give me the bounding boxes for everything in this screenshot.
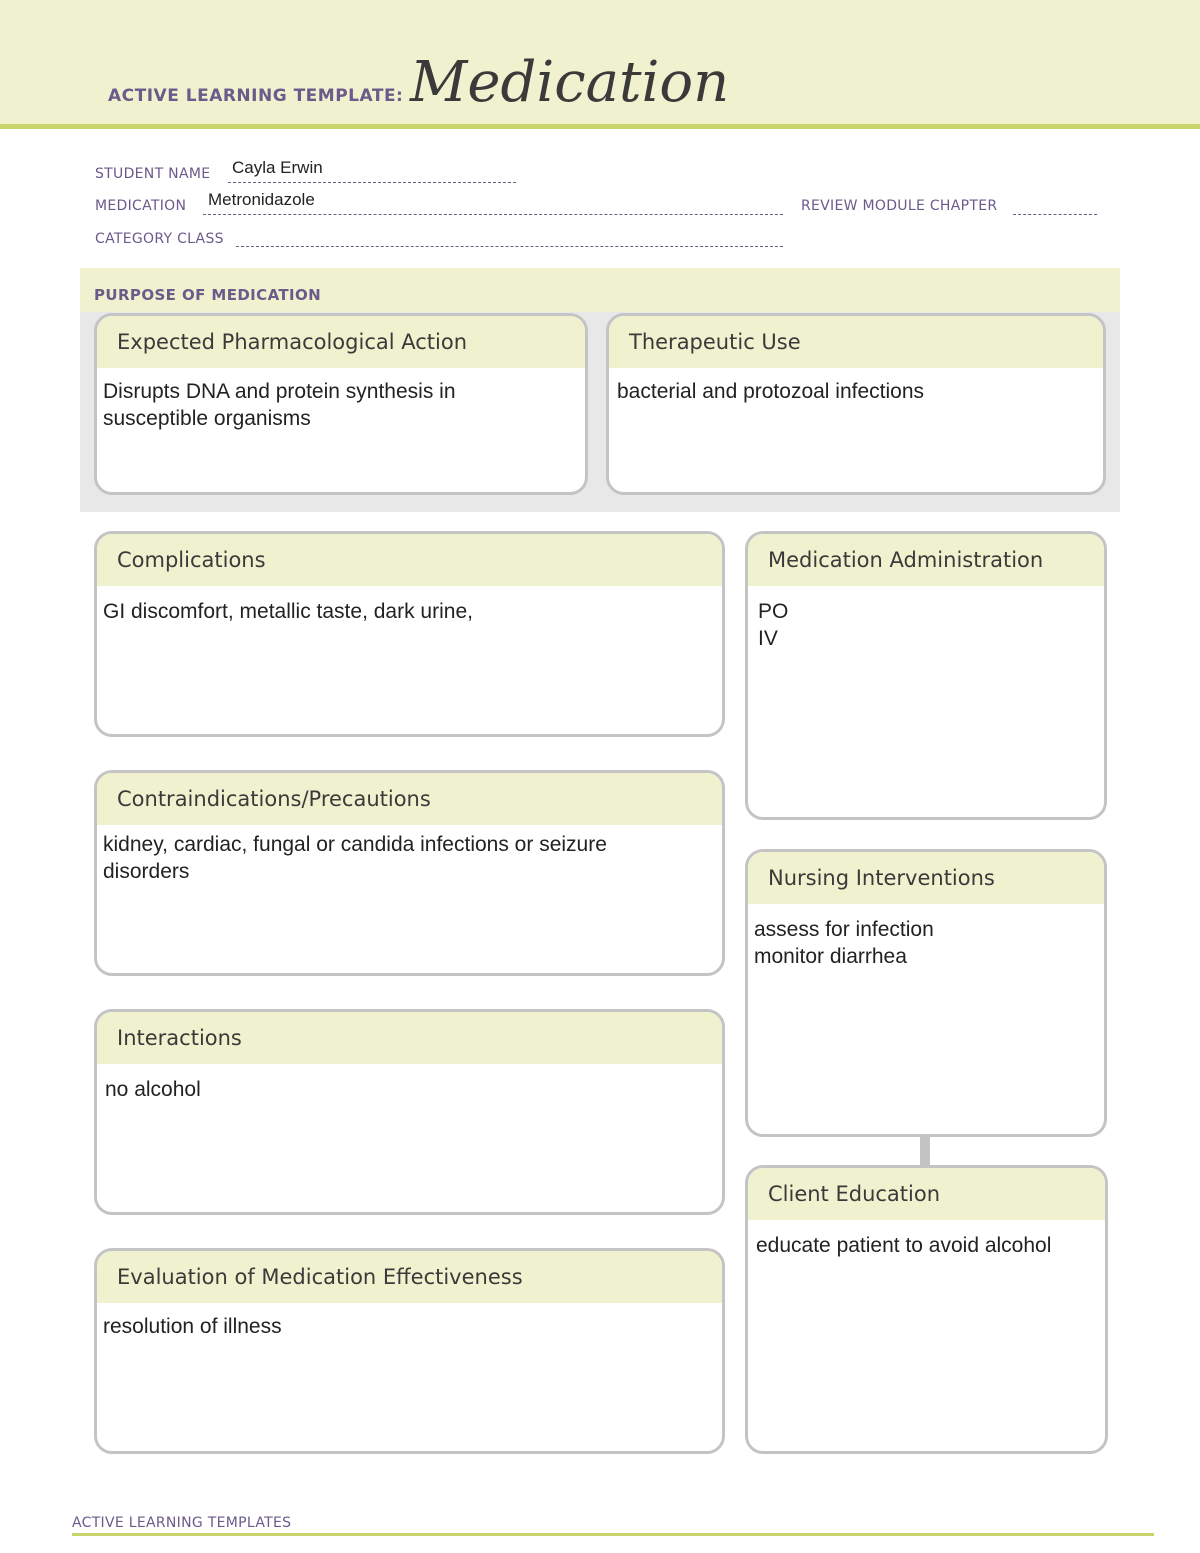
- client-education-body[interactable]: [748, 1220, 1105, 1259]
- complications-title: Complications: [97, 534, 722, 586]
- contraindications-title: Contraindications/Precautions: [97, 773, 722, 825]
- medication-administration-line: IV: [758, 627, 778, 650]
- medication-administration-title: Medication Administration: [748, 534, 1104, 586]
- medication-administration-body[interactable]: [748, 586, 1104, 652]
- evaluation-line: resolution of illness: [103, 1315, 282, 1338]
- student-name-line: [228, 182, 516, 183]
- evaluation-body[interactable]: [97, 1303, 722, 1340]
- student-name-value[interactable]: Cayla Erwin: [232, 158, 323, 177]
- interactions-line: no alcohol: [105, 1078, 201, 1101]
- nursing-interventions-body[interactable]: [748, 904, 1104, 970]
- therapeutic-use-title: Therapeutic Use: [609, 316, 1103, 368]
- client-education-card: [745, 1165, 1108, 1454]
- medication-line: [203, 214, 783, 215]
- evaluation-card: [94, 1248, 725, 1454]
- evaluation-title: Evaluation of Medication Effectiveness: [97, 1251, 722, 1303]
- review-module-label: REVIEW MODULE CHAPTER: [801, 198, 998, 214]
- complications-card: [94, 531, 725, 737]
- complications-body[interactable]: [97, 586, 722, 625]
- nursing-interventions-card: [745, 849, 1107, 1137]
- footer-rule: [72, 1533, 1154, 1536]
- student-name-label: STUDENT NAME: [95, 166, 211, 182]
- medication-value[interactable]: Metronidazole: [208, 190, 315, 209]
- complications-line: GI discomfort, metallic taste, dark urine,: [103, 600, 473, 623]
- card-connector: [920, 1134, 930, 1166]
- contraindications-line: kidney, cardiac, fungal or candida infections or seizure: [103, 833, 607, 856]
- nursing-interventions-line: assess for infection: [754, 918, 934, 941]
- expected-action-card: [94, 313, 588, 495]
- therapeutic-use-card: [606, 313, 1106, 495]
- therapeutic-use-line: bacterial and protozoal infections: [617, 380, 925, 403]
- medication-administration-line: PO: [758, 600, 789, 623]
- medication-label: MEDICATION: [95, 198, 187, 214]
- client-education-title: Client Education: [748, 1168, 1105, 1220]
- category-class-line: [236, 246, 783, 247]
- expected-action-title: Expected Pharmacological Action: [97, 316, 585, 368]
- footer-label: ACTIVE LEARNING TEMPLATES: [72, 1515, 292, 1531]
- interactions-body[interactable]: [97, 1064, 722, 1103]
- category-class-label: CATEGORY CLASS: [95, 231, 224, 247]
- nursing-interventions-title: Nursing Interventions: [748, 852, 1104, 904]
- contraindications-line: disorders: [103, 860, 190, 883]
- template-label: ACTIVE LEARNING TEMPLATE:: [108, 86, 404, 106]
- contraindications-card: [94, 770, 725, 976]
- template-title: Medication: [410, 50, 730, 115]
- purpose-label: PURPOSE OF MEDICATION: [94, 286, 322, 304]
- expected-action-line: Disrupts DNA and protein synthesis in: [103, 380, 456, 403]
- expected-action-body[interactable]: [97, 368, 585, 432]
- review-module-line: [1013, 214, 1097, 215]
- therapeutic-use-body[interactable]: [609, 368, 1103, 405]
- medication-administration-card: [745, 531, 1107, 820]
- contraindications-body[interactable]: [97, 825, 722, 885]
- client-education-line: educate patient to avoid alcohol: [756, 1234, 1052, 1257]
- nursing-interventions-line: monitor diarrhea: [754, 945, 907, 968]
- interactions-title: Interactions: [97, 1012, 722, 1064]
- interactions-card: [94, 1009, 725, 1215]
- expected-action-line: susceptible organisms: [103, 407, 311, 430]
